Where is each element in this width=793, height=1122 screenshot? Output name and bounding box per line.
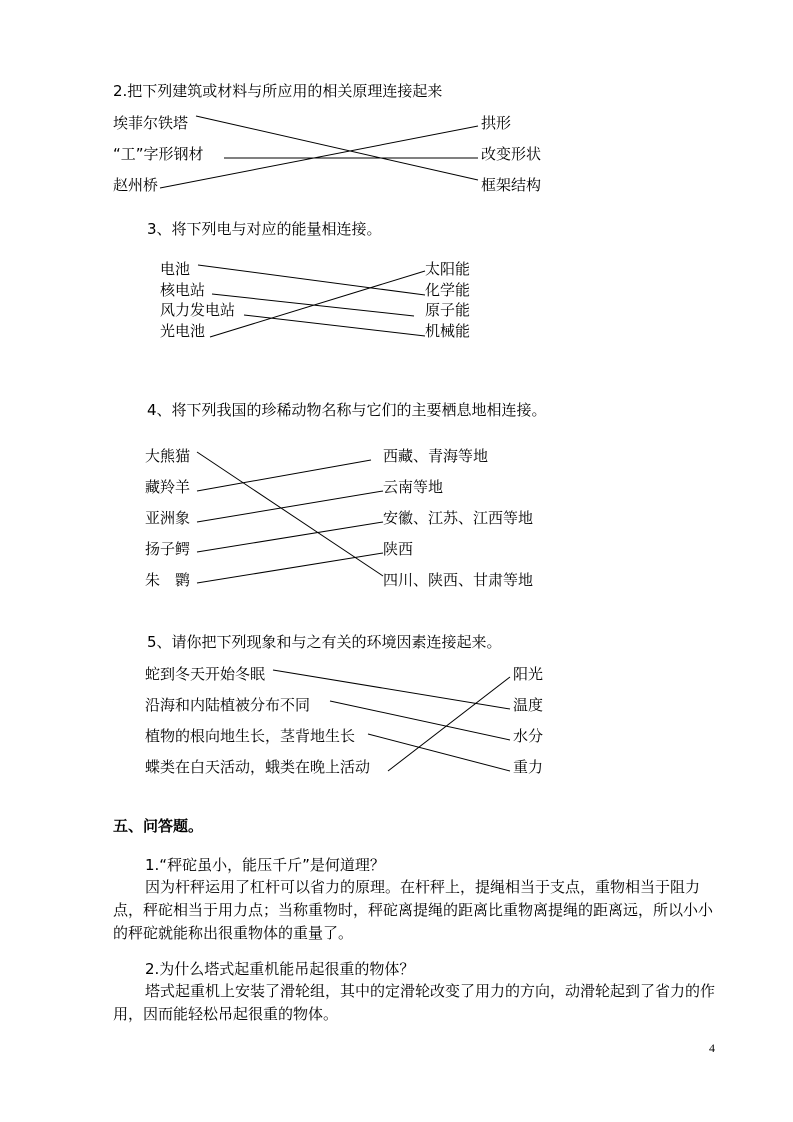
q5-right-item: 温度 <box>513 696 544 714</box>
q2-connector <box>160 126 478 188</box>
q5-right-item: 重力 <box>513 758 544 776</box>
q2-right-item: 框架结构 <box>481 176 542 194</box>
q4-left-item: 大熊猫 <box>145 447 191 465</box>
q2-title: 2.把下列建筑或材料与所应用的相关原理连接起来 <box>113 82 443 100</box>
q3-left-item: 电池 <box>160 260 191 278</box>
q4-connector <box>197 553 383 583</box>
q3-left-item: 光电池 <box>160 322 206 340</box>
q4-right-item: 西藏、青海等地 <box>383 447 489 465</box>
q5-left-item: 蛇到冬天开始冬眠 <box>145 665 266 683</box>
q2-left-item: 埃菲尔铁塔 <box>113 114 189 132</box>
q5-connector <box>330 701 510 740</box>
q4-left-item: 扬子鳄 <box>145 540 191 558</box>
q4-right-item: 四川、陕西、甘肃等地 <box>383 571 534 589</box>
q4-connector <box>197 522 383 552</box>
q3-right-item: 机械能 <box>425 322 471 340</box>
q3-left-item: 风力发电站 <box>160 301 236 319</box>
q5-left-item: 蝶类在白天活动，蛾类在晚上活动 <box>145 758 371 776</box>
q3-right-item: 化学能 <box>425 281 471 299</box>
q5-right-item: 阳光 <box>513 665 544 683</box>
q4-left-item: 朱 鹮 <box>145 571 191 589</box>
q4-right-item: 陕西 <box>383 540 414 558</box>
qa1-answer: 因为杆秤运用了杠杆可以省力的原理。在杆秤上，提绳相当于支点，重物相当于阻力点，秤砣相当于用力点；当称重物时，秤砣离提绳的距离比重物离提绳的距离远，所以小小的秤砣就能称出很重物体的重量了。 <box>113 878 714 942</box>
q2-left-item: 赵州桥 <box>113 176 159 194</box>
q2-right-item: 改变形状 <box>481 145 542 163</box>
q5-left-item: 植物的根向地生长，茎背地生长 <box>145 727 356 745</box>
q4-connector <box>197 460 371 491</box>
section-heading: 五、问答题。 <box>113 817 204 835</box>
q4-connector <box>197 491 383 522</box>
q3-connector <box>198 265 425 295</box>
qa2-title: 2.为什么塔式起重机能吊起很重的物体？ <box>145 960 415 978</box>
q3-right-item: 原子能 <box>425 301 471 319</box>
q4-right-item: 安徽、江苏、江西等地 <box>383 509 534 527</box>
q5-connector <box>273 670 510 709</box>
q2-left-item: “工”字形钢材 <box>113 145 204 163</box>
qa2-answer: 塔式起重机上安装了滑轮组，其中的定滑轮改变了用力的方向，动滑轮起到了省力的作用，因而能轻松吊起很重的物体。 <box>113 982 716 1023</box>
q4-right-item: 云南等地 <box>383 478 444 496</box>
q2-right-item: 拱形 <box>481 114 512 132</box>
qa1-title: 1.“秤砣虽小，能压千斤”是何道理？ <box>145 856 385 874</box>
q3-right-item: 太阳能 <box>425 260 471 278</box>
q4-left-item: 亚洲象 <box>145 509 191 527</box>
q3-title: 3、将下列电与对应的能量相连接。 <box>147 220 382 238</box>
q5-title: 5、请你把下列现象和与之有关的环境因素连接起来。 <box>147 633 502 651</box>
q5-connector <box>388 677 510 771</box>
page-number: 4 <box>709 1041 715 1055</box>
q2-connector <box>196 116 478 180</box>
q5-connector <box>368 734 510 771</box>
q4-title: 4、将下列我国的珍稀动物名称与它们的主要栖息地相连接。 <box>147 401 547 419</box>
q5-right-item: 水分 <box>513 727 544 745</box>
q4-left-item: 藏羚羊 <box>145 478 191 496</box>
q5-left-item: 沿海和内陆植被分布不同 <box>145 696 311 714</box>
q3-left-item: 核电站 <box>160 281 206 299</box>
